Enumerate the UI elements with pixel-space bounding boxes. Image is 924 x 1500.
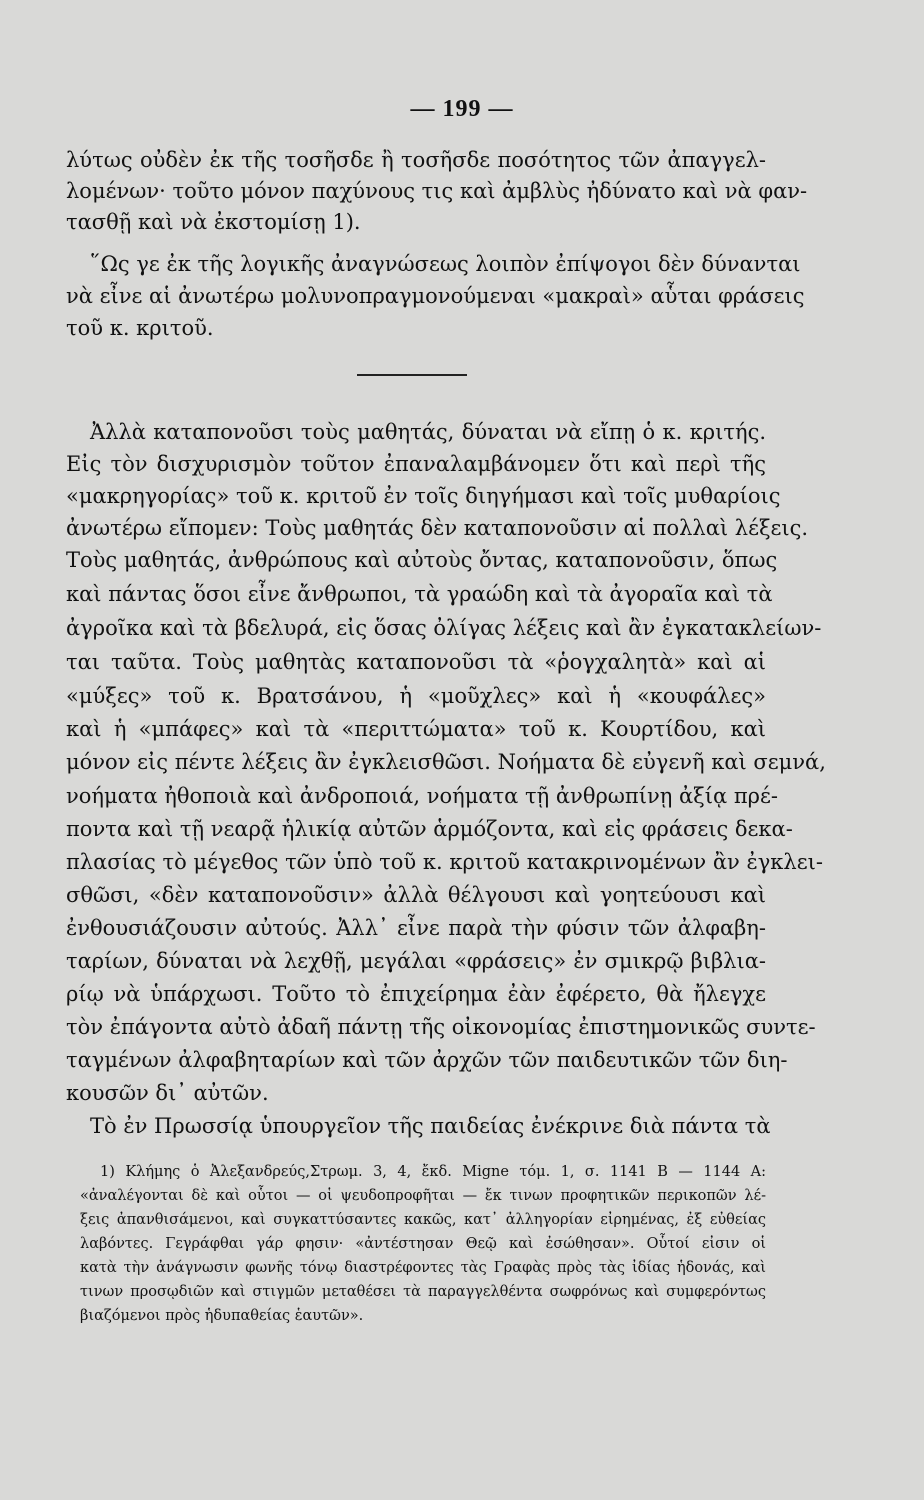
text-line: ρίῳ νὰ ὑπάρχωσι. Τοῦτο τὸ ἐπιχείρημα ἐὰν ἐφέρετο, θὰ ἤλεγχε — [66, 982, 766, 1006]
text-line: νὰ εἶνε αἱ ἀνωτέρω μολυνοπραγμονούμεναι «μακραὶ» αὗται φράσεις — [66, 284, 805, 308]
text-line: καὶ πάντας ὅσοι εἶνε ἄνθρωποι, τὰ γραώδη καὶ τὰ ἀγοραῖα καὶ τὰ — [66, 582, 773, 606]
text-line: ταγμένων ἀλφαβηταρίων καὶ τῶν ἀρχῶν τῶν παιδευτικῶν τῶν διη- — [66, 1048, 788, 1072]
footnote-line: τινων προσῳδιῶν καὶ στιγμῶν μεταθέσει τὰ παραγγελθέντα σωφρόνως καὶ συμφερόντως — [80, 1284, 766, 1300]
text-line: ποντα καὶ τῇ νεαρᾷ ἡλικίᾳ αὐτῶν ἁρμόζοντα, καὶ εἰς φράσεις δεκα- — [66, 817, 793, 841]
text-line: ῞Ως γε ἐκ τῆς λογικῆς ἀναγνώσεως λοιπὸν ἐπίψογοι δὲν δύνανται — [90, 252, 801, 276]
text-line: τὸν ἐπάγοντα αὐτὸ ἀδαῆ πάντῃ τῆς οἰκονομίας ἐπιστημονικῶς συντε- — [66, 1015, 816, 1039]
text-line: λομένων· τοῦτο μόνον παχύνους τις καὶ ἀμβλὺς ἠδύνατο καὶ νὰ φαν- — [66, 179, 808, 203]
text-line: μόνον εἰς πέντε λέξεις ἂν ἐγκλεισθῶσι. Νοήματα δὲ εὐγενῆ καὶ σεμνά, — [66, 750, 826, 774]
text-line: σθῶσι, «δὲν καταπονοῦσιν» ἀλλὰ θέλγουσι καὶ γοητεύουσι καὶ — [66, 883, 766, 907]
text-line: νοήματα ἠθοποιὰ καὶ ἀνδροποιά, νοήματα τῇ ἀνθρωπίνῃ ἀξίᾳ πρέ- — [66, 784, 778, 808]
text-line: πλασίας τὸ μέγεθος τῶν ὑπὸ τοῦ κ. κριτοῦ κατακρινομένων ἂν ἐγκλει- — [66, 850, 823, 874]
section-divider — [357, 374, 467, 376]
text-line: «μακρηγορίας» τοῦ κ. κριτοῦ ἐν τοῖς διηγήμασι καὶ τοῖς μυθαρίοις — [66, 484, 781, 508]
footnote-line: λαβόντες. Γεγράφθαι γάρ φησιν· «ἀντέστησαν Θεῷ καὶ ἐσώθησαν». Οὗτοί εἰσιν οἱ — [80, 1236, 766, 1252]
footnote-line: 1) Κλήμης ὁ Ἀλεξανδρεύς,Στρωμ. 3, 4, ἔκδ. Migne τόμ. 1, σ. 1141 Β — 1144 Α: — [100, 1164, 766, 1180]
text-line: ται ταῦτα. Τοὺς μαθητὰς καταπονοῦσι τὰ «ῥογχαλητὰ» καὶ αἱ — [66, 650, 766, 674]
footnote-line: ξεις ἀπανθισάμενοι, καὶ συγκαττύσαντες κακῶς, κατ᾿ ἀλληγορίαν εἰρημένας, ἐξ εὐθείας — [80, 1212, 766, 1228]
text-line: λύτως οὐδὲν ἐκ τῆς τοσῆσδε ἢ τοσῆσδε ποσότητος τῶν ἀπαγγελ- — [66, 148, 766, 172]
text-line: Ἀλλὰ καταπονοῦσι τοὺς μαθητάς, δύναται νὰ εἴπῃ ὁ κ. κριτής. — [90, 420, 766, 444]
page-number: — 199 — — [410, 96, 514, 122]
text-line: καὶ ἡ «μπάφες» καὶ τὰ «περιττώματα» τοῦ κ. Κουρτίδου, καὶ — [66, 717, 766, 741]
text-line: Τοὺς μαθητάς, ἀνθρώπους καὶ αὐτοὺς ὄντας, καταπονοῦσιν, ὅπως — [66, 548, 778, 572]
text-line: ἀγροῖκα καὶ τὰ βδελυρά, εἰς ὅσας ὀλίγας λέξεις καὶ ἂν ἐγκατακλείων- — [66, 616, 822, 640]
text-line: «μύξες» τοῦ κ. Βρατσάνου, ἡ «μοῦχλες» καὶ ἡ «κουφάλες» — [66, 684, 766, 708]
text-line: κουσῶν δι᾿ αὐτῶν. — [66, 1081, 269, 1105]
footnote-line: «ἀναλέγονται δὲ καὶ οὗτοι — οἱ ψευδοπροφῆται — ἔκ τινων προφητικῶν περικοπῶν λέ- — [80, 1188, 766, 1204]
text-line: τοῦ κ. κριτοῦ. — [66, 316, 214, 340]
footnote-line: κατὰ τὴν ἀνάγνωσιν φωνῆς τόνῳ διαστρέφοντες τὰς Γραφὰς πρὸς τὰς ἰδίας ἡδονάς, καὶ — [80, 1260, 766, 1276]
text-line: τασθῇ καὶ νὰ ἐκστομίσῃ 1). — [66, 210, 361, 234]
text-line: ταρίων, δύναται νὰ λεχθῇ, μεγάλαι «φράσεις» ἐν σμικρῷ βιβλια- — [66, 949, 766, 973]
text-line: ἐνθουσιάζουσιν αὐτούς. Ἀλλ᾿ εἶνε παρὰ τὴν φύσιν τῶν ἀλφαβη- — [66, 916, 766, 940]
text-line: ἀνωτέρω εἴπομεν: Τοὺς μαθητάς δὲν καταπονοῦσιν αἱ πολλαὶ λέξεις. — [66, 516, 809, 540]
text-line: Τὸ ἐν Πρωσσίᾳ ὑπουργεῖον τῆς παιδείας ἐνέκρινε διὰ πάντα τὰ — [90, 1114, 771, 1138]
footnote-line: βιαζόμενοι πρὸς ἡδυπαθείας ἑαυτῶν». — [80, 1308, 364, 1324]
text-line: Εἰς τὸν δισχυρισμὸν τοῦτον ἐπαναλαμβάνομεν ὅτι καὶ περὶ τῆς — [66, 452, 766, 476]
